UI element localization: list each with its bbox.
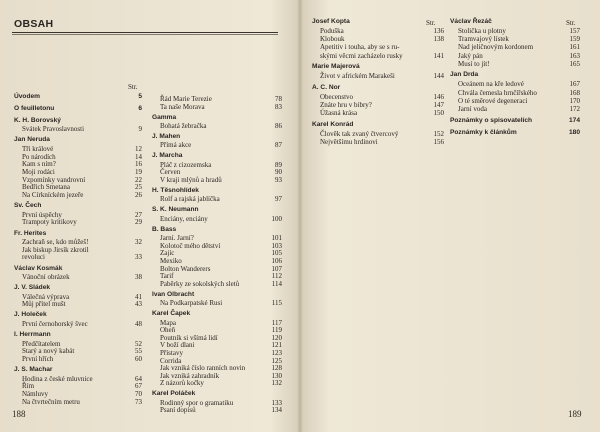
toc-entry-title: Rolf a rajská jablíčka xyxy=(160,195,220,204)
toc-entry-title: J. S. Machar xyxy=(14,366,53,373)
toc-entry-page: 157 xyxy=(569,27,580,35)
toc-entry xyxy=(160,266,282,274)
toc-entry-page: 97 xyxy=(275,195,282,204)
toc-entry-title: skými věcmi zacházelo rusky xyxy=(320,51,403,60)
toc-entry-title: S. K. Neumann xyxy=(152,206,199,214)
toc-author-heading xyxy=(450,129,580,137)
toc-author-heading xyxy=(14,331,142,339)
toc-entry-title: O té směrové degeneraci xyxy=(458,96,528,105)
toc-author-heading xyxy=(152,133,282,141)
toc-entry-title: Jarní voda xyxy=(458,105,487,113)
toc-entry-page: 128 xyxy=(271,364,282,373)
toc-entry-title: Na Církníckém jezeře xyxy=(22,191,84,200)
toc-entry-page: 163 xyxy=(569,51,580,60)
toc-entry xyxy=(320,110,444,118)
toc-entry-title: Z názorů kočky xyxy=(160,379,204,388)
toc-entry xyxy=(160,243,282,251)
toc-entry-title: Nad jeličnovým kordonem xyxy=(458,43,534,52)
toc-entry xyxy=(22,254,142,262)
toc-entry-page: 90 xyxy=(275,168,282,177)
toc-author-heading xyxy=(14,265,142,273)
page-number-left: 188 xyxy=(12,409,26,419)
toc-entry-title: Bohatá žebračka xyxy=(160,122,207,130)
toc-entry xyxy=(160,142,282,150)
toc-entry-title: Hodina z české mluvnice xyxy=(22,374,93,383)
toc-entry-title: Na Podkarpatské Rusi xyxy=(160,299,223,308)
toc-author-heading xyxy=(312,63,444,71)
toc-entry-title: Úvodem xyxy=(14,93,41,100)
toc-entry-title: Psaní dopisů xyxy=(160,406,196,415)
toc-entry-title: revoluci xyxy=(22,253,45,262)
str-label-left: Str. xyxy=(128,83,138,91)
toc-author-heading xyxy=(14,93,142,101)
toc-entry xyxy=(160,300,282,308)
toc-entry-title: Karel Konrád xyxy=(312,120,354,128)
toc-entry xyxy=(160,407,282,415)
toc-entry-title: Námluvy xyxy=(22,389,49,398)
toc-entry-title: Život v africkém Marakeši xyxy=(320,72,395,81)
toc-entry-title: Bolton Wanderers xyxy=(160,264,211,273)
toc-entry xyxy=(160,380,282,388)
toc-author-heading xyxy=(450,117,580,125)
toc-author-heading xyxy=(152,187,282,195)
toc-entry-page: 114 xyxy=(271,279,282,288)
toc-entry-title: Mexiko xyxy=(160,257,182,265)
toc-entry-page: 138 xyxy=(433,35,444,44)
toc-entry xyxy=(22,356,142,364)
toc-entry-title: Jarní. Jarní? xyxy=(160,234,194,243)
toc-entry-page: 168 xyxy=(569,88,580,97)
toc-title: OBSAH xyxy=(14,18,54,30)
toc-entry-title: Pláč z cizozemska xyxy=(160,160,212,169)
toc-entry-title: Řád Marie Terezie xyxy=(160,95,212,103)
toc-entry xyxy=(22,274,142,282)
toc-author-heading xyxy=(14,202,142,210)
toc-author-heading xyxy=(14,366,142,374)
toc-author-heading xyxy=(152,226,282,234)
toc-entry-title: Jaký pán xyxy=(458,51,483,60)
toc-entry-title: Oceánem na kře ledové xyxy=(458,80,524,89)
toc-entry xyxy=(458,90,580,98)
toc-entry-page: 167 xyxy=(569,80,580,89)
toc-entry-page: 93 xyxy=(275,176,282,184)
toc-entry-title: Stolička u plotny xyxy=(458,27,506,35)
toc-entry-page: 101 xyxy=(271,234,282,243)
toc-entry xyxy=(458,44,580,52)
toc-entry-page: 132 xyxy=(271,379,282,388)
toc-entry-title: Největšímu hrdinovi xyxy=(320,138,378,146)
toc-entry-page: 55 xyxy=(135,347,142,356)
toc-entry-page: 141 xyxy=(433,51,444,60)
toc-entry xyxy=(22,219,142,227)
toc-entry-page: 165 xyxy=(569,59,580,68)
toc-entry-title: J. Mahen xyxy=(152,133,181,140)
toc-entry-title: Oheň xyxy=(160,326,176,335)
left-page xyxy=(0,0,298,432)
toc-entry-page: 161 xyxy=(569,43,580,52)
toc-entry-title: Vánoční obrázek xyxy=(22,273,70,281)
toc-entry xyxy=(320,44,444,52)
toc-entry-page: 22 xyxy=(135,175,142,184)
toc-entry-title: Poznámky k článkům xyxy=(450,129,517,136)
toc-entry-page: 136 xyxy=(433,27,444,35)
toc-entry-title: Josef Kopta xyxy=(312,18,350,25)
toc-entry-title: Poznámky o spisovatelích xyxy=(450,116,533,124)
toc-entry-page: 87 xyxy=(275,141,282,150)
toc-entry xyxy=(22,399,142,407)
toc-entry-title: První černohorský švec xyxy=(22,319,88,328)
toc-entry-title: Rodinný spor o gramatiku xyxy=(160,398,234,407)
toc-entry-title: Václav Kosmák xyxy=(14,264,63,272)
toc-entry-page: 117 xyxy=(271,318,282,327)
toc-author-heading xyxy=(14,284,142,292)
toc-entry xyxy=(160,216,282,224)
toc-author-heading xyxy=(14,117,142,125)
toc-entry-page: 27 xyxy=(135,210,142,219)
toc-entry-title: Zajíc xyxy=(160,249,175,258)
toc-entry-title: Ivan Olbracht xyxy=(152,290,195,298)
toc-author-heading xyxy=(14,105,142,113)
toc-entry-title: Červen xyxy=(160,168,181,177)
toc-entry-title: Válečná výprava xyxy=(22,292,70,301)
toc-entry-page: 112 xyxy=(271,272,282,281)
toc-entry-page: 41 xyxy=(135,292,142,301)
toc-entry-page: 89 xyxy=(275,160,282,169)
toc-entry-title: J. V. Sládek xyxy=(14,284,51,292)
toc-entry-page: 6 xyxy=(138,104,142,112)
str-label-right-2: Str. xyxy=(566,19,576,27)
toc-entry-title: J. Holeček xyxy=(14,311,47,319)
toc-entry xyxy=(160,104,282,112)
toc-entry-title: Chvála čemesla hrnčířského xyxy=(458,88,537,97)
toc-entry-title: Karel Čapek xyxy=(152,310,191,318)
toc-entry-title: Znáte hru v bibry? xyxy=(320,101,372,109)
toc-entry xyxy=(22,192,142,200)
toc-entry-page: 152 xyxy=(433,129,444,138)
toc-entry-title: K. H. Borovský xyxy=(14,116,61,124)
toc-entry-page: 67 xyxy=(135,382,142,391)
toc-entry-title: Poduška xyxy=(320,27,344,35)
toc-entry xyxy=(160,177,282,185)
toc-entry-page: 19 xyxy=(135,168,142,176)
toc-entry-title: Václav Řezáč xyxy=(450,18,492,25)
toc-entry-title: V kraji mlýnů a hradů xyxy=(160,176,222,184)
toc-entry xyxy=(458,53,580,61)
toc-entry-title: Jan Drda xyxy=(450,71,479,79)
toc-entry-title: Můj přítel mušt xyxy=(22,300,66,309)
toc-entry-title: První hřích xyxy=(22,354,54,363)
toc-entry xyxy=(160,320,282,328)
toc-entry-page: 86 xyxy=(275,122,282,130)
toc-entry-page: 115 xyxy=(271,299,282,308)
toc-entry-page: 180 xyxy=(568,129,580,136)
toc-entry-page: 159 xyxy=(569,35,580,44)
toc-entry-page: 100 xyxy=(271,214,282,223)
toc-entry-title: Moji rodáci xyxy=(22,168,55,176)
toc-entry xyxy=(320,73,444,81)
toc-entry-page: 14 xyxy=(135,152,142,161)
toc-entry-page: 60 xyxy=(135,354,142,363)
title-rule xyxy=(12,32,278,33)
toc-entry-title: Tři králové xyxy=(22,144,54,153)
toc-entry-page: 16 xyxy=(135,160,142,169)
toc-entry-title: Ta naše Morava xyxy=(160,102,205,111)
toc-entry-title: Vzpomínky vandrovní xyxy=(22,175,86,184)
toc-entry-title: Gamma xyxy=(152,113,177,121)
toc-entry-title: J. Marcha xyxy=(152,152,183,160)
toc-author-heading xyxy=(312,84,444,92)
toc-entry-page: 9 xyxy=(138,125,142,134)
toc-entry-title: A. C. Nor xyxy=(312,83,341,91)
toc-entry-title: Karel Poláček xyxy=(152,390,196,398)
toc-entry-page: 121 xyxy=(271,341,282,350)
toc-entry-title: Klobouk xyxy=(320,35,345,44)
toc-entry-page: 133 xyxy=(271,398,282,407)
toc-author-heading xyxy=(14,136,142,144)
toc-entry-title: Po národích xyxy=(22,152,56,161)
str-label-right-1: Str. xyxy=(426,19,436,27)
toc-entry-title: Jan Neruda xyxy=(14,136,50,144)
toc-entry-title: Na čtvrtečním metru xyxy=(22,397,80,406)
toc-entry-page: 70 xyxy=(135,389,142,398)
toc-entry-title: Předčítatelem xyxy=(22,339,61,348)
toc-entry xyxy=(458,61,580,69)
toc-entry-page: 174 xyxy=(568,116,580,124)
toc-entry-title: Enciány, enciány xyxy=(160,214,208,223)
toc-author-heading xyxy=(152,291,282,299)
toc-entry-page: 172 xyxy=(569,105,580,113)
toc-entry-title: Zachraň se, kdo můžeš! xyxy=(22,238,89,246)
toc-entry xyxy=(22,321,142,329)
toc-entry-title: Jak vzniká číslo ranních novin xyxy=(160,364,246,373)
toc-author-heading xyxy=(152,114,282,122)
toc-entry-page: 107 xyxy=(271,264,282,273)
toc-entry-title: B. Bass xyxy=(152,225,177,233)
toc-entry-page: 25 xyxy=(135,183,142,192)
toc-author-heading xyxy=(14,230,142,238)
toc-entry-title: Obecenstvo xyxy=(320,92,354,101)
toc-entry-page: 29 xyxy=(135,218,142,227)
toc-entry xyxy=(458,81,580,89)
toc-author-heading xyxy=(450,71,580,79)
toc-author-heading xyxy=(152,206,282,214)
toc-entry-page: 52 xyxy=(135,339,142,348)
toc-entry-title: Marie Majerová xyxy=(312,63,360,71)
toc-entry-title: Musí to jít! xyxy=(458,59,490,68)
toc-entry xyxy=(320,139,444,147)
toc-entry-page: 123 xyxy=(271,349,282,357)
toc-entry-title: V boží dlani xyxy=(160,341,195,350)
toc-entry-page: 120 xyxy=(271,333,282,342)
toc-entry-page: 78 xyxy=(275,95,282,103)
toc-entry-title: O feuilletonu xyxy=(14,104,55,112)
toc-entry xyxy=(458,106,580,114)
toc-entry-page: 146 xyxy=(433,92,444,101)
toc-entry-page: 103 xyxy=(271,241,282,250)
toc-entry-title: H. Těsnohlídek xyxy=(152,187,199,194)
title-rule-secondary xyxy=(12,34,278,35)
toc-entry-page: 156 xyxy=(433,138,444,146)
toc-entry-title: Paběrky ze sokolských sletů xyxy=(160,279,240,288)
toc-entry-page: 83 xyxy=(275,102,282,111)
toc-entry-title: Sv. Čech xyxy=(14,202,42,210)
toc-entry xyxy=(160,281,282,289)
toc-entry-page: 125 xyxy=(271,356,282,365)
toc-entry-title: Apetitiv i touha, aby se s ru- xyxy=(320,43,400,52)
toc-entry-page: 32 xyxy=(135,238,142,246)
toc-author-heading xyxy=(152,390,282,398)
toc-entry-title: Starý a nový kabát xyxy=(22,347,75,356)
toc-entry-page: 150 xyxy=(433,109,444,118)
toc-entry-page: 38 xyxy=(135,273,142,281)
toc-entry-title: Úžasná krása xyxy=(320,109,358,118)
toc-entry-title: Přístavy xyxy=(160,349,183,357)
toc-entry-page: 170 xyxy=(569,96,580,105)
page-number-right: 189 xyxy=(568,409,582,419)
toc-entry-page: 12 xyxy=(135,144,142,153)
toc-entry-title: Jak biskup Jirsík zkrotil xyxy=(22,245,89,254)
toc-entry-title: Corrida xyxy=(160,356,182,365)
toc-entry-page: 64 xyxy=(135,374,142,383)
toc-entry-title: Tramvajový lístek xyxy=(458,35,509,44)
toc-entry-page: 147 xyxy=(433,101,444,109)
toc-entry-page: 73 xyxy=(135,397,142,406)
toc-entry-page: 43 xyxy=(135,300,142,309)
toc-entry-page: 33 xyxy=(135,253,142,262)
toc-entry-title: První úspěchy xyxy=(22,210,62,219)
toc-entry-page: 106 xyxy=(271,257,282,265)
toc-entry-page: 144 xyxy=(433,72,444,81)
toc-author-heading xyxy=(312,121,444,129)
toc-entry-title: Člověk tak zvaný čtvercový xyxy=(320,129,399,138)
toc-entry-title: Mapa xyxy=(160,318,176,327)
toc-entry-title: Bedřich Smetana xyxy=(22,183,71,192)
toc-entry-title: Tarif xyxy=(160,272,174,281)
toc-entry-page: 130 xyxy=(271,371,282,380)
toc-entry xyxy=(22,376,142,384)
toc-entry-title: Kolotoč mého dětství xyxy=(160,241,221,250)
toc-entry-page: 48 xyxy=(135,319,142,328)
toc-entry-title: Řím xyxy=(22,382,35,391)
toc-entry-page: 134 xyxy=(271,406,282,415)
toc-entry-title: Fr. Herites xyxy=(14,229,47,237)
toc-entry-title: Kam s ním? xyxy=(22,160,56,169)
toc-entry-title: Svátek Pravoslavnosti xyxy=(22,125,85,134)
toc-entry-page: 26 xyxy=(135,191,142,200)
toc-author-heading xyxy=(152,310,282,318)
toc-entry xyxy=(320,53,444,61)
toc-entry-page: 119 xyxy=(271,326,282,335)
toc-entry xyxy=(22,126,142,134)
toc-entry-title: Trampoty kritikovy xyxy=(22,218,77,227)
toc-entry xyxy=(160,196,282,204)
toc-entry xyxy=(160,123,282,131)
toc-entry-title: Přímá akce xyxy=(160,141,192,150)
toc-entry-page: 5 xyxy=(138,93,142,100)
toc-author-heading xyxy=(152,152,282,160)
right-page xyxy=(302,0,600,432)
toc-entry-title: I. Herrmann xyxy=(14,331,51,338)
toc-entry-page: 105 xyxy=(271,249,282,258)
toc-author-heading xyxy=(312,18,444,26)
toc-author-heading xyxy=(14,311,142,319)
toc-entry-title: Poutník si všímá lidí xyxy=(160,333,218,342)
toc-entry-title: Jak vzniká zahradník xyxy=(160,371,220,380)
toc-author-heading xyxy=(450,18,580,26)
toc-entry xyxy=(22,301,142,309)
